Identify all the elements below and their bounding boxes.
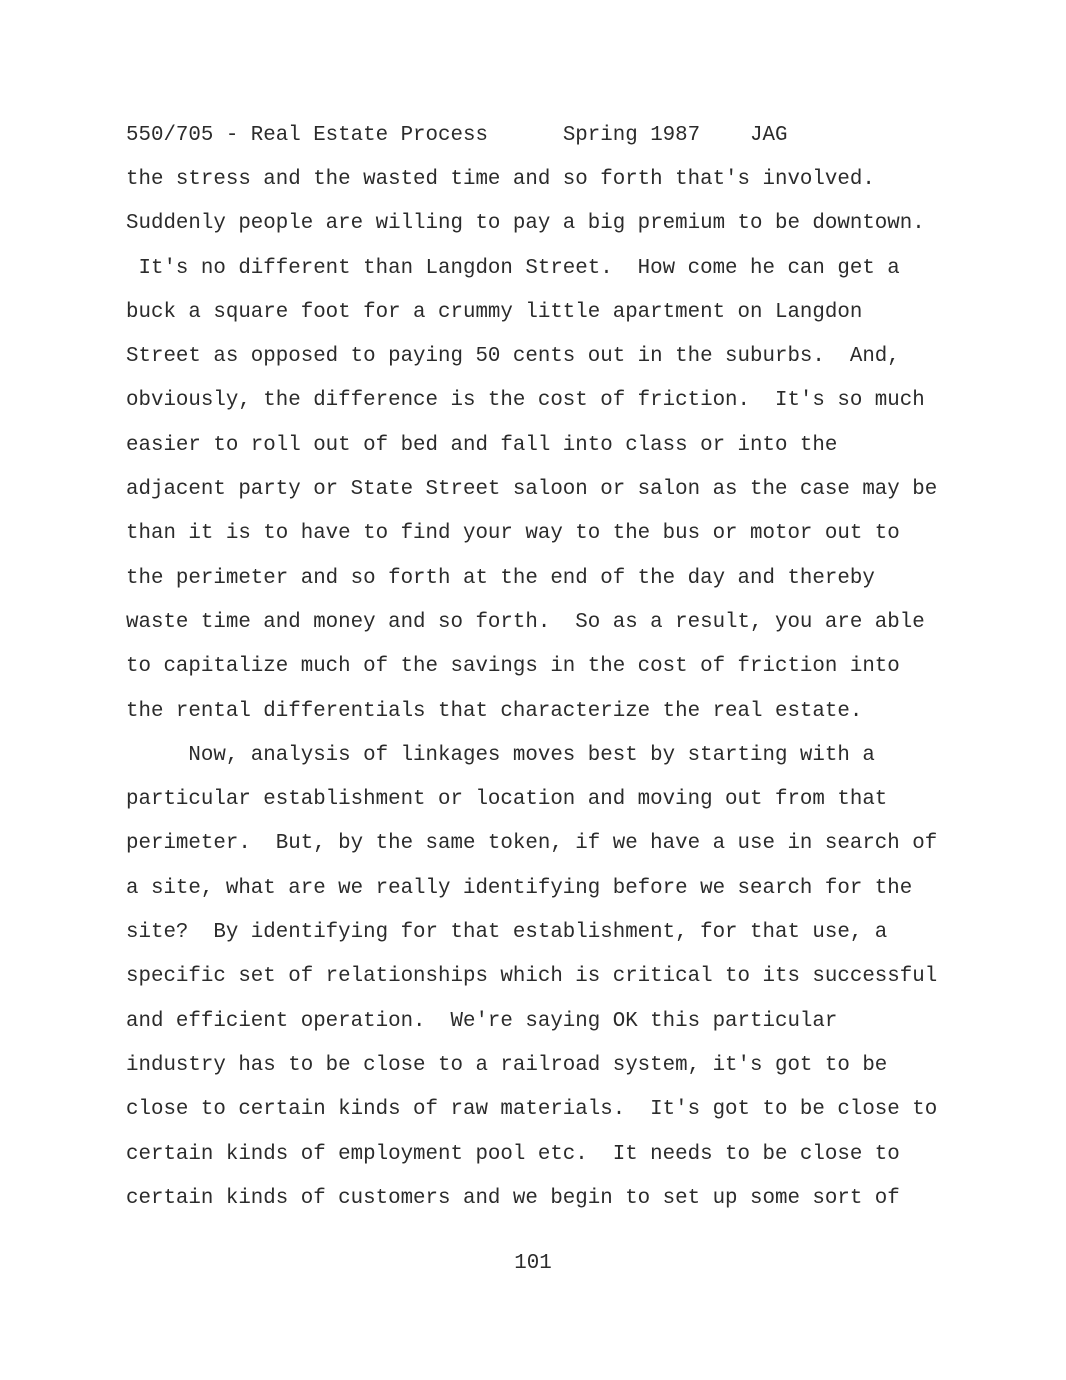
text-line: to capitalize much of the savings in the cost of friction into bbox=[126, 655, 900, 679]
header-initials: JAG bbox=[750, 124, 788, 147]
text-line: Now, analysis of linkages moves best by starting with a bbox=[126, 743, 875, 767]
text-line: Suddenly people are willing to pay a big premium to be downtown. bbox=[126, 212, 925, 236]
text-line: obviously, the difference is the cost of friction. It's so much bbox=[126, 389, 925, 413]
text-line: It's no different than Langdon Street. How come he can get a bbox=[126, 256, 900, 280]
text-line: site? By identifying for that establishment, for that use, a bbox=[126, 921, 888, 945]
text-line: waste time and money and so forth. So as a result, you are able bbox=[126, 610, 925, 634]
text-line: perimeter. But, by the same token, if we have a use in search of bbox=[126, 832, 938, 856]
header-term: Spring 1987 bbox=[562, 124, 701, 147]
text-line: Street as opposed to paying 50 cents out in the suburbs. And, bbox=[126, 345, 900, 369]
page-header bbox=[126, 124, 788, 148]
body-text bbox=[126, 168, 956, 1231]
text-line: adjacent party or State Street saloon or salon as the case may be bbox=[126, 478, 938, 502]
text-line: close to certain kinds of raw materials. It's got to be close to bbox=[126, 1098, 938, 1122]
text-line: specific set of relationships which is critical to its successful bbox=[126, 965, 938, 989]
text-line: particular establishment or location and moving out from that bbox=[126, 788, 888, 812]
text-line: certain kinds of employment pool etc. It needs to be close to bbox=[126, 1142, 900, 1166]
text-line: the stress and the wasted time and so forth that's involved. bbox=[126, 168, 875, 191]
text-line: certain kinds of customers and we begin to set up some sort of bbox=[126, 1186, 900, 1210]
header-course: 550/705 - Real Estate Process bbox=[126, 124, 488, 147]
text-line: and efficient operation. We're saying OK this particular bbox=[126, 1009, 838, 1033]
page-number: 101 bbox=[514, 1252, 552, 1275]
text-line: the rental differentials that characterize the real estate. bbox=[126, 699, 863, 723]
text-line: easier to roll out of bed and fall into class or into the bbox=[126, 433, 838, 457]
text-line: a site, what are we really identifying before we search for the bbox=[126, 876, 913, 900]
text-line: buck a square foot for a crummy little apartment on Langdon bbox=[126, 300, 863, 324]
text-line: the perimeter and so forth at the end of the day and thereby bbox=[126, 566, 875, 590]
text-line: than it is to have to find your way to the bus or motor out to bbox=[126, 522, 900, 546]
text-line: industry has to be close to a railroad system, it's got to be bbox=[126, 1053, 888, 1077]
